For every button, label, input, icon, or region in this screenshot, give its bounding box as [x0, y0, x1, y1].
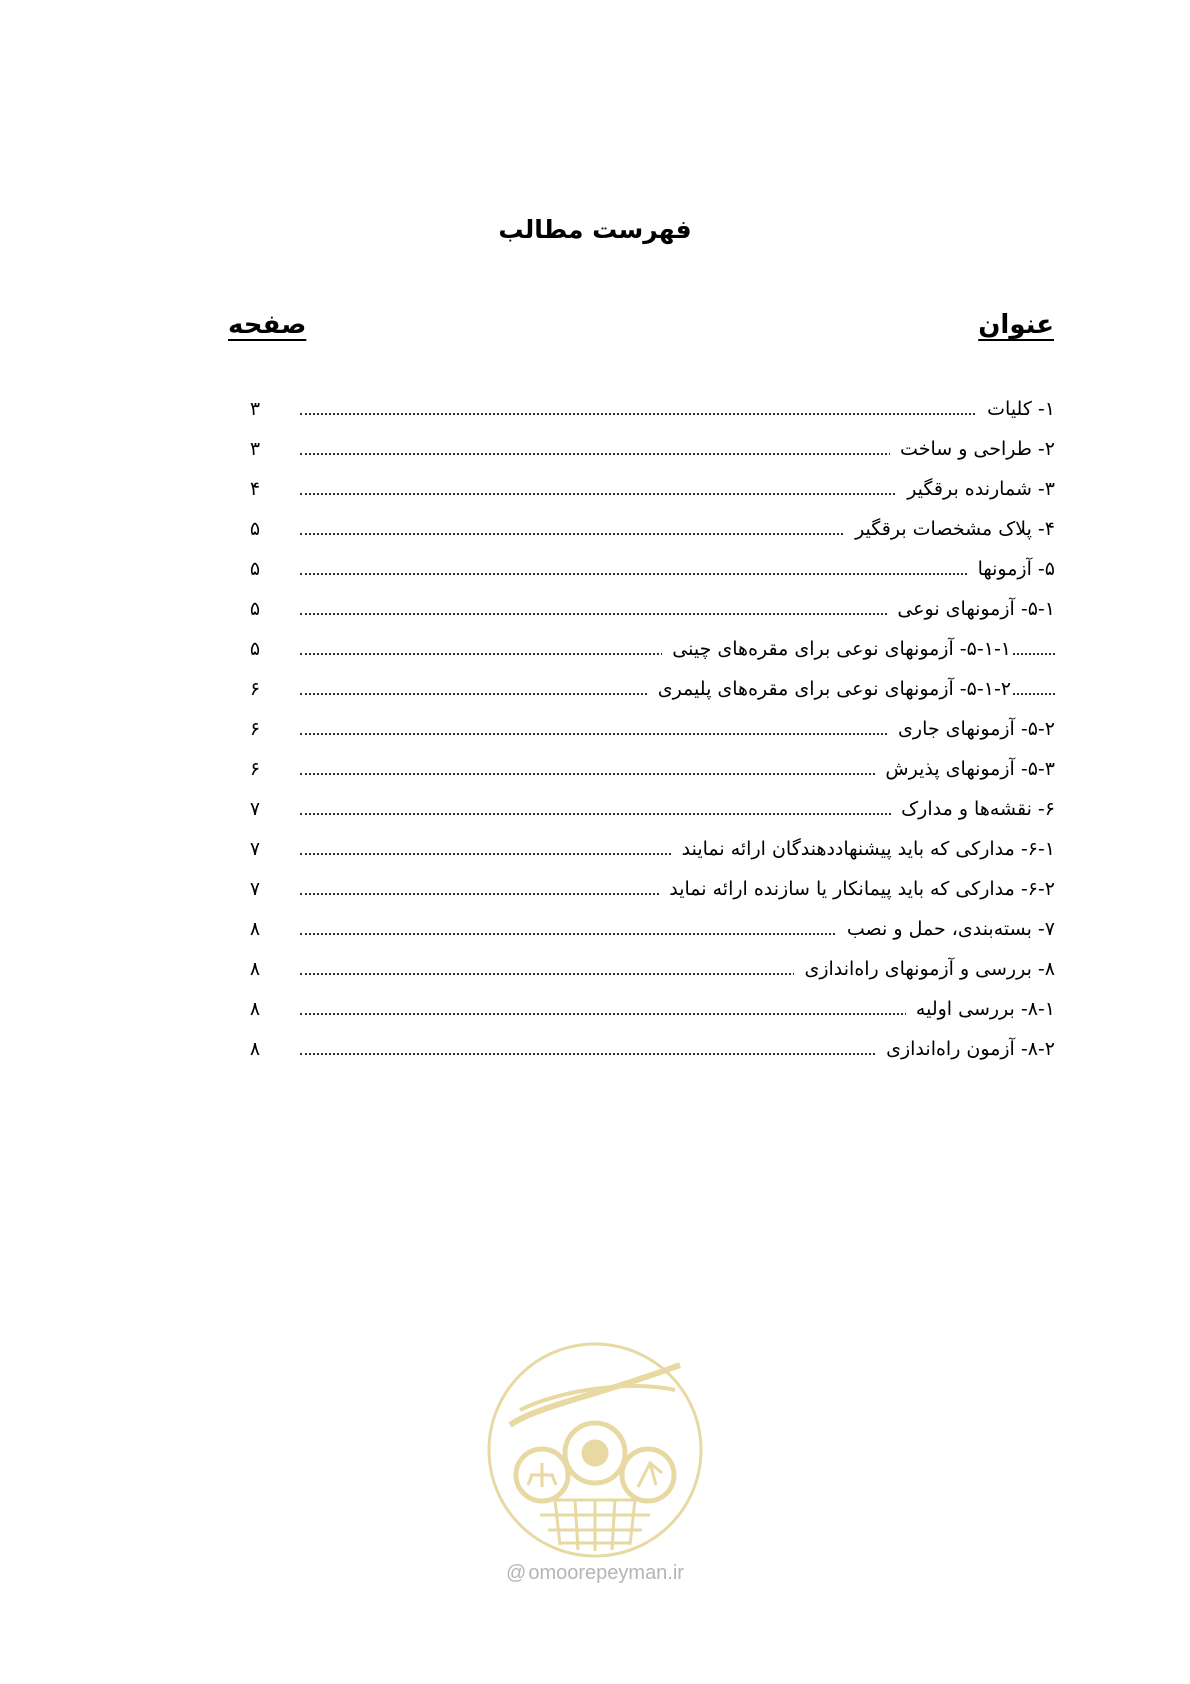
toc-entry-title: ۳- شمارنده برقگیر	[897, 476, 1055, 502]
toc-entry-title: ۶-۲- مدارکی که باید پیمانکار یا سازنده ارائه نماید	[659, 876, 1055, 902]
toc-entry[interactable]	[240, 910, 1055, 950]
toc-entry-title: ۵-۱-۲- آزمونهای نوعی برای مقره‌های پلیمری	[648, 676, 1011, 702]
toc-entry-page: ۷	[249, 838, 261, 860]
page-title: فهرست مطالب	[498, 215, 692, 244]
toc-entry-page: ۶	[249, 678, 261, 700]
toc-entry-title: ۸-۲- آزمون راه‌اندازی	[876, 1036, 1055, 1062]
toc-entry[interactable]	[240, 390, 1055, 430]
toc-entry-page: ۴	[249, 478, 261, 500]
toc-entry-page: ۵	[249, 638, 261, 660]
toc-entry-page: ۳	[249, 438, 261, 460]
toc-entry-page: ۵	[249, 598, 261, 620]
toc-entry-title: ۷- بسته‌بندی، حمل و نصب	[837, 916, 1055, 942]
toc-entry-title: ۶- نقشه‌ها و مدارک	[891, 796, 1055, 822]
toc-entry-page: ۷	[249, 798, 261, 820]
toc-entry-page: ۶	[249, 758, 261, 780]
toc-entry-page: ۸	[249, 998, 261, 1020]
toc-entry[interactable]	[240, 790, 1055, 830]
toc-entry-title: ۵-۱-۱- آزمونهای نوعی برای مقره‌های چینی	[662, 636, 1011, 662]
dot-leader	[300, 413, 1055, 415]
toc-entry[interactable]	[240, 870, 1055, 910]
toc-entry-page: ۸	[249, 1038, 261, 1060]
toc-entry-page: ۸	[249, 918, 261, 940]
column-header-title: عنوان	[978, 310, 1054, 340]
toc-entry-title: ۶-۱- مدارکی که باید پیشنهاددهندگان ارائه نمایند	[672, 836, 1055, 862]
toc-entry-title: ۸-۱- بررسی اولیه	[906, 996, 1055, 1022]
dot-leader	[300, 573, 1055, 575]
toc-entry[interactable]	[240, 470, 1055, 510]
at-icon: @	[506, 1562, 527, 1584]
toc-entry-page: ۷	[249, 878, 261, 900]
watermark-url-text: omoorepeyman.ir	[528, 1562, 684, 1584]
toc-entry-title: ۸- بررسی و آزمونهای راه‌اندازی	[794, 956, 1055, 982]
toc-entry-title: ۴- پلاک مشخصات برقگیر	[845, 516, 1055, 542]
toc-entry[interactable]	[240, 950, 1055, 990]
toc-entry-page: ۵	[249, 518, 261, 540]
toc-entry[interactable]	[240, 590, 1055, 630]
toc-entry-title: ۵- آزمونها	[968, 556, 1055, 582]
watermark-url	[490, 1562, 700, 1585]
toc-entry[interactable]	[240, 710, 1055, 750]
toc-entry-title: ۵-۳- آزمونهای پذیرش	[875, 756, 1055, 782]
toc-entry[interactable]	[240, 1030, 1055, 1070]
toc-entry[interactable]	[240, 630, 1055, 670]
toc-entry-title: ۲- طراحی و ساخت	[890, 436, 1055, 462]
toc-entry[interactable]	[240, 510, 1055, 550]
seal-icon	[480, 1335, 710, 1565]
toc-entry-title: ۱- کلیات	[977, 396, 1055, 422]
toc-entry-title: ۵-۱- آزمونهای نوعی	[887, 596, 1055, 622]
column-header-page: صفحه	[228, 310, 307, 340]
toc-entry[interactable]	[240, 430, 1055, 470]
table-of-contents	[240, 390, 1055, 1070]
toc-entry[interactable]	[240, 750, 1055, 790]
toc-entry-page: ۸	[249, 958, 261, 980]
toc-entry-page: ۳	[249, 398, 261, 420]
toc-entry[interactable]	[240, 990, 1055, 1030]
toc-entry[interactable]	[240, 830, 1055, 870]
toc-entry[interactable]	[240, 670, 1055, 710]
watermark-logo	[480, 1335, 710, 1575]
toc-entry-page: ۶	[249, 718, 261, 740]
toc-entry[interactable]	[240, 550, 1055, 590]
toc-entry-title: ۵-۲- آزمونهای جاری	[888, 716, 1055, 742]
toc-entry-page: ۵	[249, 558, 261, 580]
